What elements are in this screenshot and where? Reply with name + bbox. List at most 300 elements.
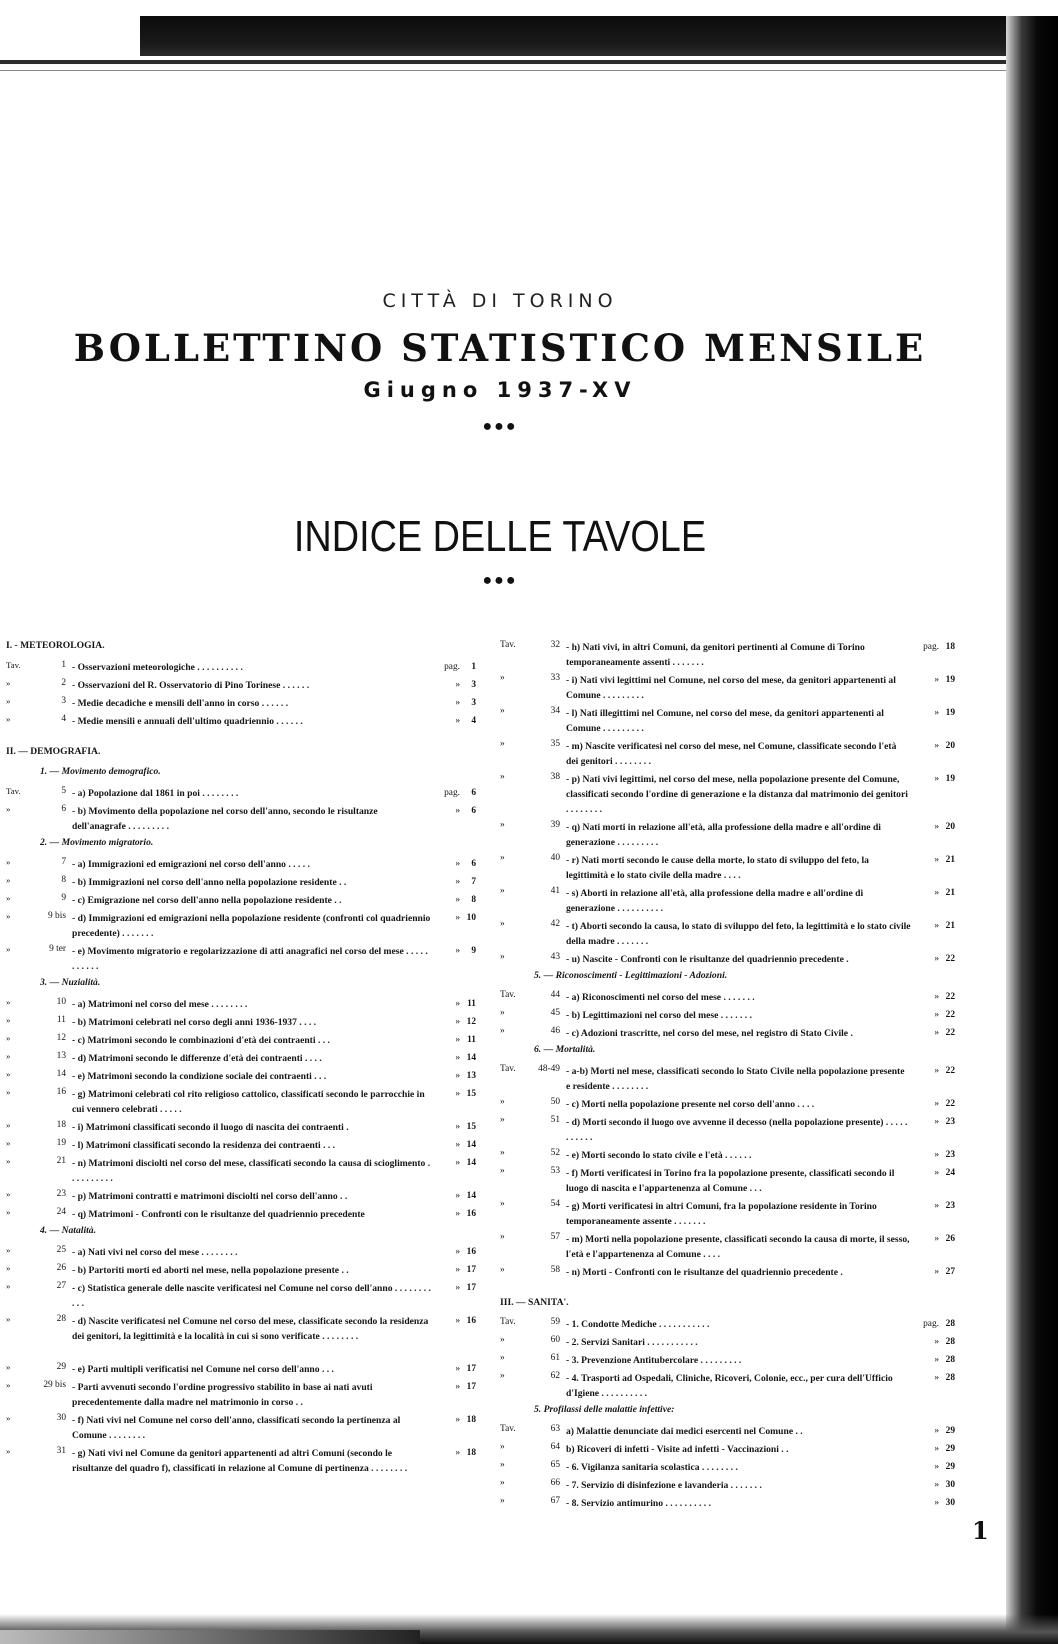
entry-description: - b) Movimento della popolazione nel corso dell'anno, secondo le risultanze dell'anagrafe . . . . . . . . . — [72, 806, 378, 832]
entry-page: 28 — [945, 1337, 955, 1347]
entry-page: 18 — [466, 1415, 476, 1425]
section-heading: I. - METEOROLOGIA. — [6, 640, 105, 651]
page-label: » — [934, 1201, 939, 1211]
table-number: 35 — [550, 739, 560, 749]
table-number: 19 — [56, 1138, 66, 1148]
table-number: 40 — [550, 853, 560, 863]
index-entry — [500, 1265, 955, 1283]
page-label: » — [934, 1373, 939, 1383]
index-entry — [6, 786, 476, 804]
page-number: 1 — [972, 1516, 989, 1545]
table-label: » — [500, 772, 505, 782]
table-label: » — [6, 714, 11, 724]
table-label: » — [6, 1189, 11, 1199]
table-label: » — [6, 1362, 11, 1372]
index-entry — [500, 1199, 955, 1232]
table-number: 27 — [56, 1281, 66, 1291]
page-label: » — [934, 954, 939, 964]
table-number: 45 — [550, 1008, 560, 1018]
entry-description: a) Malattie denunciate dai medici esercenti nel Comune . . — [566, 1426, 803, 1437]
index-entry — [6, 1189, 476, 1207]
index-entry — [500, 1442, 955, 1460]
entry-description: - e) Matrimoni secondo la condizione sociale dei contraenti . . . — [72, 1071, 327, 1082]
entry-page: 28 — [945, 1373, 955, 1383]
entry-description: - f) Nati vivi nel Comune nel corso dell'anno, classificati secondo la pertinenza al Comune . . . . . . . . — [72, 1415, 401, 1441]
section-gap — [6, 732, 476, 746]
entry-description: - m) Morti nella popolazione presente, classificati secondo la causa di morte, il sesso, l'età e l'appartenenza al Comune . . . . — [566, 1234, 910, 1260]
entry-page: 21 — [945, 855, 955, 865]
table-label: » — [6, 911, 11, 921]
table-number: 16 — [56, 1087, 66, 1097]
table-label: » — [6, 1207, 11, 1217]
entry-description: - h) Nati vivi, in altri Comuni, da genitori pertinenti al Comune di Torino temporaneamente assenti . . . . . . . — [566, 642, 865, 668]
index-entry — [6, 804, 476, 837]
page-label: » — [455, 999, 460, 1009]
entry-description: - a-b) Morti nel mese, classificati secondo lo Stato Civile nella popolazione presente e residente . . . . . . . . — [566, 1066, 905, 1092]
entry-description: - c) Statistica generale delle nascite verificatesi nel Comune nel corso dell'anno . . . . . . . . . . . — [72, 1283, 431, 1309]
index-entry — [500, 1064, 955, 1097]
table-number: 26 — [56, 1263, 66, 1273]
index-entry — [500, 1371, 955, 1404]
table-number: 51 — [550, 1115, 560, 1125]
entry-description: - l) Matrimoni classificati secondo la residenza dei contraenti . . . — [72, 1140, 336, 1151]
entry-description: - p) Nati vivi legittimi, nel corso del mese, nella popolazione presente del Comune, classificati secondo l'ordine di generazione e la distanza dal matrimonio dei genitori . . . . . . . . — [566, 774, 908, 815]
page-label: » — [455, 680, 460, 690]
index-entry — [500, 1335, 955, 1353]
table-number: 8 — [61, 875, 66, 885]
table-number: 66 — [550, 1478, 560, 1488]
entry-page: 22 — [945, 1028, 955, 1038]
entry-description: - a) Nati vivi nel corso del mese . . . . . . . . — [72, 1247, 238, 1258]
page-label: » — [455, 1071, 460, 1081]
page-label: » — [455, 895, 460, 905]
entry-page: 6 — [471, 859, 476, 869]
page-label: » — [455, 1140, 460, 1150]
entry-description: - q) Matrimoni - Confronti con le risultanze del quadriennio precedente — [72, 1209, 365, 1220]
entry-description: - i) Matrimoni classificati secondo il luogo di nascita dei contraenti . — [72, 1122, 349, 1133]
index-entry — [500, 919, 955, 952]
page-label: » — [455, 1209, 460, 1219]
index-entry — [500, 1424, 955, 1442]
index-entry — [6, 997, 476, 1015]
index-entry — [500, 1460, 955, 1478]
entry-page: 16 — [466, 1316, 476, 1326]
table-number: 57 — [550, 1232, 560, 1242]
index-entry — [6, 857, 476, 875]
subsection-heading: 4. — Natalità. — [40, 1225, 96, 1236]
scan-top-band — [140, 16, 1058, 56]
index-entry — [500, 1148, 955, 1166]
entry-description: - e) Parti multipli verificatisi nel Comune nel corso dell'anno . . . — [72, 1364, 334, 1375]
index-entry — [500, 1166, 955, 1199]
subsection-heading: 5. — Riconoscimenti - Legittimazioni - Adozioni. — [534, 970, 728, 981]
index-entry — [500, 1232, 955, 1265]
entry-page: 28 — [945, 1355, 955, 1365]
entry-page: 23 — [945, 1201, 955, 1211]
index-entry — [500, 1097, 955, 1115]
table-number: 33 — [550, 673, 560, 683]
entry-page: 17 — [466, 1265, 476, 1275]
entry-page: 3 — [471, 698, 476, 708]
table-number: 25 — [56, 1245, 66, 1255]
page-label: » — [455, 1191, 460, 1201]
index-entry — [500, 1026, 955, 1044]
table-label: » — [6, 1380, 11, 1390]
entry-page: 14 — [466, 1191, 476, 1201]
entry-description: - Medie mensili e annuali dell'ultimo quadriennio . . . . . . — [72, 716, 303, 727]
entry-page: 16 — [466, 1247, 476, 1257]
table-number: 6 — [61, 804, 66, 814]
entry-page: 14 — [466, 1140, 476, 1150]
table-number: 14 — [56, 1069, 66, 1079]
index-entry — [6, 875, 476, 893]
page-label: pag. — [444, 662, 460, 672]
table-label: » — [500, 673, 505, 683]
table-label: » — [6, 1015, 11, 1025]
entry-description: - m) Nascite verificatesi nel corso del mese, nel Comune, classificate secondo l'età dei genitori . . . . . . . . — [566, 741, 897, 767]
entry-page: 10 — [466, 913, 476, 923]
table-label: » — [6, 1051, 11, 1061]
entry-description: - 2. Servizi Sanitari . . . . . . . . . . . — [566, 1337, 698, 1348]
table-label: » — [500, 706, 505, 716]
table-number: 50 — [550, 1097, 560, 1107]
entry-description: - c) Matrimoni secondo le combinazioni d'età dei contraenti . . . — [72, 1035, 330, 1046]
table-number: 12 — [56, 1033, 66, 1043]
entry-description: - f) Morti verificatesi in Torino fra la popolazione presente, classificati secondo il luogo di nascita e l'appartenenza al Comune . . . — [566, 1168, 895, 1194]
entry-page: 20 — [945, 822, 955, 832]
page-label: » — [934, 1010, 939, 1020]
table-label: » — [500, 1353, 505, 1363]
index-entry — [500, 952, 955, 970]
table-label: Tav. — [6, 660, 21, 670]
table-label: » — [6, 696, 11, 706]
index-entry — [500, 706, 955, 739]
table-label: » — [500, 1371, 505, 1381]
table-label: » — [500, 1199, 505, 1209]
page-label: » — [934, 1337, 939, 1347]
table-number: 60 — [550, 1335, 560, 1345]
index-entry — [6, 714, 476, 732]
table-label: » — [6, 944, 11, 954]
page-label: » — [934, 1168, 939, 1178]
subsection-heading: 3. — Nuzialità. — [40, 977, 101, 988]
table-label: » — [6, 1156, 11, 1166]
table-label: » — [500, 919, 505, 929]
table-number: 18 — [56, 1120, 66, 1130]
entry-description: - s) Aborti in relazione all'età, alla professione della madre e all'ordine di generazione . . . . . . . . . . — [566, 888, 864, 914]
entry-page: 19 — [945, 774, 955, 784]
entry-description: - q) Nati morti in relazione all'età, alla professione della madre e all'ordine di generazione . . . . . . . . . — [566, 822, 881, 848]
entry-description: - c) Adozioni trascritte, nel corso del mese, nel registro di Stato Civile . — [566, 1028, 853, 1039]
page-label: » — [455, 698, 460, 708]
page-label: » — [455, 1382, 460, 1392]
page-label: » — [455, 716, 460, 726]
table-label: » — [500, 1115, 505, 1125]
entry-description: - Medie decadiche e mensili dell'anno in corso . . . . . . — [72, 698, 289, 709]
table-label: » — [6, 1314, 11, 1324]
page-label: » — [934, 1426, 939, 1436]
page-label: » — [455, 1035, 460, 1045]
table-number: 7 — [61, 857, 66, 867]
index-entry — [500, 990, 955, 1008]
table-label: » — [500, 1232, 505, 1242]
entry-page: 17 — [466, 1283, 476, 1293]
table-label: » — [500, 886, 505, 896]
page-label: » — [455, 1316, 460, 1326]
entry-description: - i) Nati vivi legittimi nel Comune, nel corso del mese, da genitori appartenenti al Comune . . . . . . . . . — [566, 675, 896, 701]
table-label: Tav. — [500, 1317, 516, 1327]
index-entry — [6, 1069, 476, 1087]
entry-page: 22 — [945, 992, 955, 1002]
page-label: » — [934, 822, 939, 832]
table-number: 38 — [550, 772, 560, 782]
page-label: » — [455, 946, 460, 956]
index-title: INDICE DELLE TAVOLE — [293, 512, 707, 561]
entry-description: - n) Morti - Confronti con le risultanze del quadriennio precedente . — [566, 1267, 843, 1278]
page-label: pag. — [923, 1319, 939, 1329]
section-heading: II. — DEMOGRAFIA. — [6, 746, 101, 757]
index-entry — [6, 1314, 476, 1362]
table-number: 3 — [61, 696, 66, 706]
entry-page: 21 — [945, 888, 955, 898]
table-number: 63 — [550, 1424, 560, 1434]
page-label: » — [455, 1089, 460, 1099]
table-number: 4 — [61, 714, 66, 724]
index-entry — [6, 893, 476, 911]
header-rule — [0, 60, 1058, 64]
table-label: » — [6, 804, 11, 814]
entry-page: 16 — [466, 1209, 476, 1219]
index-entry — [500, 1496, 955, 1514]
entry-description: b) Ricoveri di infetti - Visite ad infetti - Vaccinazioni . . — [566, 1444, 789, 1455]
index-entry — [500, 640, 955, 673]
table-label: » — [500, 820, 505, 830]
index-left-column — [6, 640, 476, 1494]
index-entry — [500, 853, 955, 886]
entry-description: - 3. Prevenzione Antitubercolare . . . . . . . . . — [566, 1355, 742, 1366]
entry-page: 15 — [466, 1122, 476, 1132]
entry-page: 23 — [945, 1150, 955, 1160]
page-label: pag. — [923, 642, 939, 652]
entry-page: 30 — [945, 1480, 955, 1490]
page-label: » — [934, 888, 939, 898]
entry-page: 9 — [471, 946, 476, 956]
page-label: » — [934, 1234, 939, 1244]
entry-description: - Osservazioni del R. Osservatorio di Pino Torinese . . . . . . — [72, 680, 310, 691]
page-label: » — [455, 1448, 460, 1458]
table-label: Tav. — [500, 640, 516, 650]
table-label: » — [500, 1265, 505, 1275]
index-entry — [500, 1353, 955, 1371]
entry-description: - t) Aborti secondo la causa, lo stato di sviluppo del feto, la legittimità e lo stato civile della madre . . . . . . . — [566, 921, 911, 947]
entry-page: 14 — [466, 1053, 476, 1063]
page-label: » — [934, 1462, 939, 1472]
table-number: 29 — [56, 1362, 66, 1372]
index-entry — [6, 1033, 476, 1051]
entry-page: 29 — [945, 1426, 955, 1436]
table-number: 52 — [550, 1148, 560, 1158]
entry-description: - b) Matrimoni celebrati nel corso degli anni 1936-1937 . . . . — [72, 1017, 317, 1028]
ornament-dots: ●●● — [482, 572, 518, 589]
table-number: 31 — [56, 1446, 66, 1456]
table-number: 53 — [550, 1166, 560, 1176]
page-label: » — [455, 1053, 460, 1063]
table-number: 28 — [56, 1314, 66, 1324]
index-entry — [6, 911, 476, 944]
index-entry — [6, 1015, 476, 1033]
page-label: » — [455, 1247, 460, 1257]
index-entry — [6, 1087, 476, 1120]
section-heading: III. — SANITA'. — [500, 1297, 569, 1308]
index-entry — [6, 1380, 476, 1413]
table-number: 41 — [550, 886, 560, 896]
page-label: » — [455, 913, 460, 923]
entry-page: 6 — [471, 806, 476, 816]
index-entry — [6, 1413, 476, 1446]
entry-page: 21 — [945, 921, 955, 931]
table-label: » — [500, 1097, 505, 1107]
page-label: » — [455, 1017, 460, 1027]
index-entry — [6, 1245, 476, 1263]
index-entry — [6, 1362, 476, 1380]
page-label: » — [455, 1265, 460, 1275]
index-entry — [6, 660, 476, 678]
entry-page: 12 — [466, 1017, 476, 1027]
entry-page: 3 — [471, 680, 476, 690]
index-entry — [500, 886, 955, 919]
table-label: » — [6, 857, 11, 867]
entry-description: - 6. Vigilanza sanitaria scolastica . . . . . . . . — [566, 1462, 738, 1473]
entry-description: - n) Matrimoni disciolti nel corso del mese, classificati secondo la causa di scioglimento . . . . . . . . . . — [72, 1158, 431, 1184]
entry-page: 19 — [945, 708, 955, 718]
table-number: 61 — [550, 1353, 560, 1363]
entry-page: 20 — [945, 741, 955, 751]
table-number: 24 — [56, 1207, 66, 1217]
entry-page: 15 — [466, 1089, 476, 1099]
entry-page: 22 — [945, 1010, 955, 1020]
index-entry — [6, 1207, 476, 1225]
table-number: 58 — [550, 1265, 560, 1275]
table-number: 29 bis — [43, 1380, 66, 1390]
index-entry — [500, 1008, 955, 1026]
page-label: » — [455, 1364, 460, 1374]
entry-page: 18 — [466, 1448, 476, 1458]
page-label: » — [934, 992, 939, 1002]
entry-description: - d) Nascite verificatesi nel Comune nel corso del mese, classificate secondo la residenza dei genitori, la legittimità e la località in cui si sono verificate . . . . . . . . — [72, 1316, 429, 1342]
entry-description: - Osservazioni meteorologiche . . . . . . . . . . — [72, 662, 243, 673]
table-label: » — [500, 739, 505, 749]
table-label: » — [6, 1281, 11, 1291]
table-number: 23 — [56, 1189, 66, 1199]
entry-description: - u) Nascite - Confronti con le risultanze del quadriennio precedente . — [566, 954, 849, 965]
entry-description: - g) Morti verificatesi in altri Comuni, fra la popolazione residente in Torino temporaneamente assente . . . . . . . — [566, 1201, 877, 1227]
index-entry — [500, 1317, 955, 1335]
entry-page: 7 — [471, 877, 476, 887]
table-label: » — [6, 1069, 11, 1079]
table-number: 9 ter — [49, 944, 66, 954]
table-label: » — [6, 875, 11, 885]
entry-description: - 8. Servizio antimurino . . . . . . . . . . — [566, 1498, 711, 1509]
table-label: » — [500, 1148, 505, 1158]
entry-description: - 4. Trasporti ad Ospedali, Cliniche, Ricoveri, Colonie, ecc., per cura dell'Ufficio d'Igiene . . . . . . . . . . — [566, 1373, 893, 1399]
page-label: » — [934, 1066, 939, 1076]
table-label: » — [6, 1033, 11, 1043]
entry-page: 1 — [471, 662, 476, 672]
entry-page: 30 — [945, 1498, 955, 1508]
entry-description: - b) Partoriti morti ed aborti nel mese, nella popolazione presente . . — [72, 1265, 349, 1276]
index-entry — [6, 696, 476, 714]
index-entry — [500, 772, 955, 820]
index-entry — [500, 1115, 955, 1148]
table-label: » — [500, 1496, 505, 1506]
subsection-heading: 2. — Movimento migratorio. — [40, 837, 154, 848]
entry-page: 8 — [471, 895, 476, 905]
page-label: » — [455, 1415, 460, 1425]
bulletin-title: BOLLETTINO STATISTICO MENSILE — [73, 326, 927, 370]
table-label: » — [500, 1460, 505, 1470]
entry-description: - c) Morti nella popolazione presente nel corso dell'anno . . . . — [566, 1099, 815, 1110]
entry-page: 13 — [466, 1071, 476, 1081]
index-entry — [6, 1051, 476, 1069]
index-entry — [6, 1263, 476, 1281]
table-number: 5 — [61, 786, 66, 796]
entry-page: 27 — [945, 1267, 955, 1277]
table-label: » — [6, 1413, 11, 1423]
page-label: » — [934, 1444, 939, 1454]
entry-description: - l) Nati illegittimi nel Comune, nel corso del mese, da genitori appartenenti al Comune . . . . . . . . . — [566, 708, 884, 734]
entry-description: - Parti avvenuti secondo l'ordine progressivo stabilito in base ai nati avuti precedentemente dalla madre nel matrimonio in corso . . — [72, 1382, 373, 1408]
page-label: » — [934, 1267, 939, 1277]
entry-description: - g) Nati vivi nel Comune da genitori appartenenti ad altri Comuni (secondo le risultanze del quadro f), classificati in relazione al Comune di pertinenza . . . . . . . . — [72, 1448, 408, 1474]
page-label: » — [455, 877, 460, 887]
entry-page: 11 — [467, 1035, 476, 1045]
city-name: CITTÀ DI TORINO — [382, 290, 618, 312]
table-number: 44 — [550, 990, 560, 1000]
index-entry — [6, 1446, 476, 1494]
table-number: 54 — [550, 1199, 560, 1209]
table-label: » — [500, 1166, 505, 1176]
index-entry — [6, 1138, 476, 1156]
entry-page: 22 — [945, 1099, 955, 1109]
table-label: » — [6, 1120, 11, 1130]
table-number: 30 — [56, 1413, 66, 1423]
page-label: » — [934, 675, 939, 685]
page-label: » — [934, 708, 939, 718]
table-number: 2 — [61, 678, 66, 688]
table-number: 62 — [550, 1371, 560, 1381]
table-label: » — [6, 1263, 11, 1273]
table-label: » — [6, 678, 11, 688]
entry-description: - p) Matrimoni contratti e matrimoni disciolti nel corso dell'anno . . — [72, 1191, 348, 1202]
page-label: » — [934, 1117, 939, 1127]
table-label: » — [500, 952, 505, 962]
table-number: 21 — [56, 1156, 66, 1166]
page-label: » — [455, 859, 460, 869]
table-number: 32 — [550, 640, 560, 650]
page-label: » — [934, 1498, 939, 1508]
index-entry — [500, 1478, 955, 1496]
table-number: 13 — [56, 1051, 66, 1061]
entry-description: - 7. Servizio di disinfezione e lavanderia . . . . . . . — [566, 1480, 762, 1491]
page-label: » — [455, 1283, 460, 1293]
page-label: » — [455, 806, 460, 816]
entry-description: - r) Nati morti secondo le cause della morte, lo stato di sviluppo del feto, la legittimità e lo stato civile della madre . . . . — [566, 855, 869, 881]
page-label: » — [934, 1480, 939, 1490]
index-entry — [6, 678, 476, 696]
entry-page: 14 — [466, 1158, 476, 1168]
table-number: 65 — [550, 1460, 560, 1470]
index-entry — [500, 820, 955, 853]
